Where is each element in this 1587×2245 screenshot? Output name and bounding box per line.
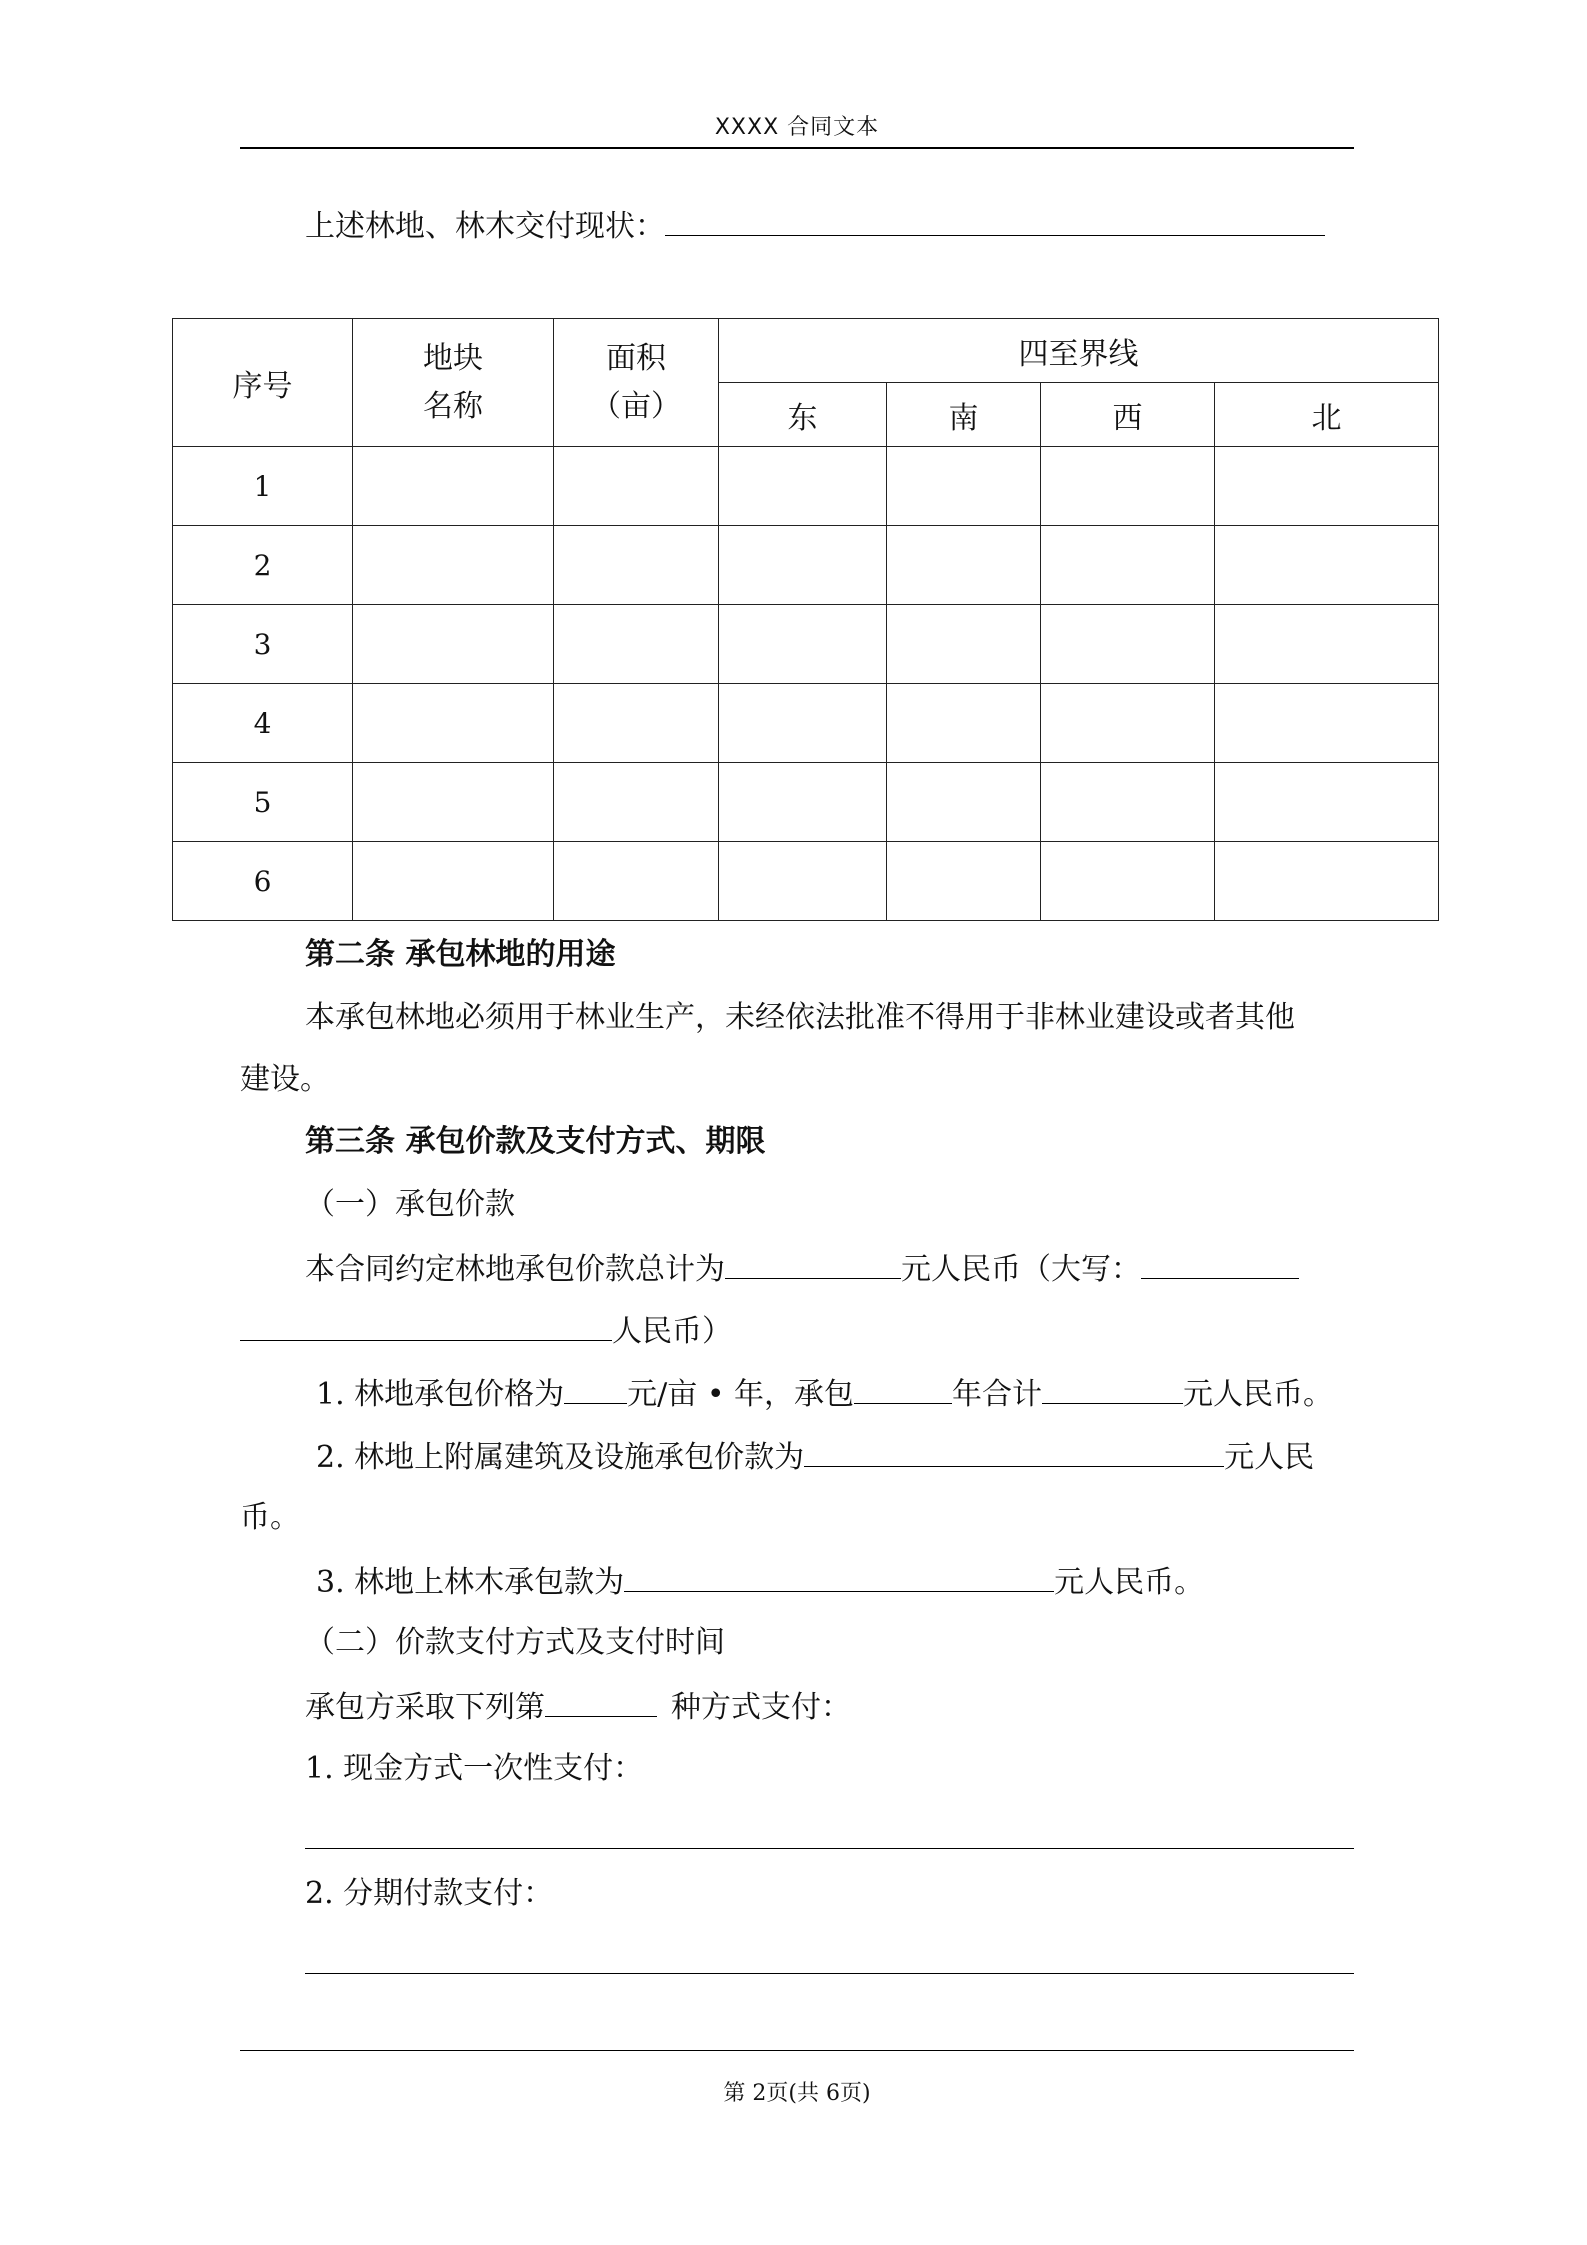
table-row xyxy=(173,447,1439,526)
cell-north[interactable] xyxy=(1215,842,1439,921)
item2-cont: 币。 xyxy=(240,1500,300,1535)
table-row xyxy=(173,684,1439,763)
pay-option2: 2. 分期付款支付： xyxy=(305,1876,554,1911)
timber-price-blank[interactable] xyxy=(624,1561,1054,1592)
item1-line xyxy=(316,1373,1333,1415)
cell-east[interactable] xyxy=(719,842,887,921)
cell-plot-name[interactable] xyxy=(353,842,554,921)
cell-east[interactable] xyxy=(719,447,887,526)
cell-area[interactable] xyxy=(554,447,719,526)
total-price-capital-blank-2[interactable] xyxy=(240,1310,612,1341)
page-header-title: XXXX 合同文本 xyxy=(714,115,880,140)
cell-plot-name[interactable] xyxy=(353,605,554,684)
cell-south[interactable] xyxy=(887,763,1041,842)
article2-para-line2: 建设。 xyxy=(240,1062,330,1097)
header-plot-name xyxy=(353,319,554,447)
pay-option1-blank[interactable] xyxy=(305,1848,1354,1849)
cell-plot-name[interactable] xyxy=(353,526,554,605)
payment-method-label: 承包方采取下列第 xyxy=(305,1690,545,1725)
item3-line xyxy=(316,1561,1204,1603)
row-seq: 4 xyxy=(173,684,353,763)
cell-north[interactable] xyxy=(1215,763,1439,842)
row-seq: 3 xyxy=(173,605,353,684)
cell-east[interactable] xyxy=(719,684,887,763)
total-price-cont-unit: 人民币） xyxy=(612,1314,732,1349)
land-table xyxy=(172,318,1439,921)
cell-west[interactable] xyxy=(1041,684,1215,763)
page-number: 第 2页(共 6页) xyxy=(723,2081,871,2106)
header-plot-name-line1: 地块 xyxy=(423,340,483,376)
payment-method-blank[interactable] xyxy=(545,1686,657,1717)
section-payment-heading: （二）价款支付方式及支付时间 xyxy=(305,1625,725,1660)
header-area xyxy=(554,319,719,447)
pay-option2-blank[interactable] xyxy=(305,1973,1354,1974)
item1-unit: 元/亩 • 年，承包 xyxy=(627,1377,855,1412)
header-south: 南 xyxy=(887,383,1041,447)
item3-label: 3. 林地上林木承包款为 xyxy=(316,1565,625,1600)
payment-method-line xyxy=(305,1686,851,1728)
total-price-cont-line xyxy=(240,1310,732,1352)
cell-north[interactable] xyxy=(1215,605,1439,684)
cell-west[interactable] xyxy=(1041,447,1215,526)
table-row xyxy=(173,763,1439,842)
cell-west[interactable] xyxy=(1041,605,1215,684)
facility-price-blank[interactable] xyxy=(804,1436,1224,1467)
row-seq: 5 xyxy=(173,763,353,842)
row-seq: 2 xyxy=(173,526,353,605)
cell-area[interactable] xyxy=(554,526,719,605)
section-price-heading: （一）承包价款 xyxy=(305,1187,515,1222)
unit-price-blank[interactable] xyxy=(564,1373,627,1404)
cell-west[interactable] xyxy=(1041,526,1215,605)
header-east: 东 xyxy=(719,383,887,447)
table-row xyxy=(173,842,1439,921)
row-seq: 6 xyxy=(173,842,353,921)
total-price-blank[interactable] xyxy=(725,1248,901,1279)
row-seq: 1 xyxy=(173,447,353,526)
land-total-blank[interactable] xyxy=(1042,1373,1183,1404)
cell-south[interactable] xyxy=(887,526,1041,605)
header-boundary: 四至界线 xyxy=(719,319,1439,383)
cell-east[interactable] xyxy=(719,763,887,842)
item2-unit: 元人民 xyxy=(1224,1440,1315,1475)
header-rule xyxy=(240,147,1354,149)
cell-south[interactable] xyxy=(887,447,1041,526)
article3-heading: 第三条 承包价款及支付方式、期限 xyxy=(305,1124,766,1159)
cell-west[interactable] xyxy=(1041,842,1215,921)
total-price-line xyxy=(305,1248,1299,1290)
header-area-line1: 面积 xyxy=(606,340,666,376)
table-row xyxy=(173,526,1439,605)
header-plot-name-line2: 名称 xyxy=(423,388,483,424)
total-price-unit: 元人民币（大写： xyxy=(901,1252,1141,1287)
cell-east[interactable] xyxy=(719,605,887,684)
item1-label: 1. 林地承包价格为 xyxy=(316,1377,565,1412)
cell-south[interactable] xyxy=(887,684,1041,763)
cell-plot-name[interactable] xyxy=(353,447,554,526)
total-price-label: 本合同约定林地承包价款总计为 xyxy=(305,1252,725,1287)
cell-south[interactable] xyxy=(887,842,1041,921)
cell-area[interactable] xyxy=(554,763,719,842)
cell-plot-name[interactable] xyxy=(353,763,554,842)
table-row xyxy=(173,605,1439,684)
cell-south[interactable] xyxy=(887,605,1041,684)
item1-sum-label: 年合计 xyxy=(952,1377,1043,1412)
item3-unit: 元人民币。 xyxy=(1054,1565,1205,1600)
footer-rule xyxy=(240,2050,1354,2051)
header-area-line2: （亩） xyxy=(591,388,681,424)
cell-west[interactable] xyxy=(1041,763,1215,842)
cell-north[interactable] xyxy=(1215,447,1439,526)
cell-area[interactable] xyxy=(554,605,719,684)
cell-area[interactable] xyxy=(554,842,719,921)
item1-end: 元人民币。 xyxy=(1183,1377,1334,1412)
article2-heading: 第二条 承包林地的用途 xyxy=(305,937,616,972)
article2-para-line1: 本承包林地必须用于林业生产，未经依法批准不得用于非林业建设或者其他 xyxy=(305,1000,1295,1035)
payment-method-unit: 种方式支付： xyxy=(671,1690,851,1725)
cell-plot-name[interactable] xyxy=(353,684,554,763)
intro-line xyxy=(305,205,1325,247)
header-west: 西 xyxy=(1041,383,1215,447)
cell-area[interactable] xyxy=(554,684,719,763)
intro-label: 上述林地、林木交付现状： xyxy=(305,209,665,244)
item2-line xyxy=(316,1436,1314,1478)
cell-north[interactable] xyxy=(1215,684,1439,763)
item2-label: 2. 林地上附属建筑及设施承包价款为 xyxy=(316,1440,805,1475)
cell-north[interactable] xyxy=(1215,526,1439,605)
header-seq: 序号 xyxy=(173,319,353,447)
pay-option1: 1. 现金方式一次性支付： xyxy=(305,1751,644,1786)
years-blank[interactable] xyxy=(854,1373,952,1404)
header-north: 北 xyxy=(1215,383,1439,447)
delivery-status-blank[interactable] xyxy=(665,205,1325,236)
total-price-capital-blank[interactable] xyxy=(1141,1248,1299,1279)
cell-east[interactable] xyxy=(719,526,887,605)
